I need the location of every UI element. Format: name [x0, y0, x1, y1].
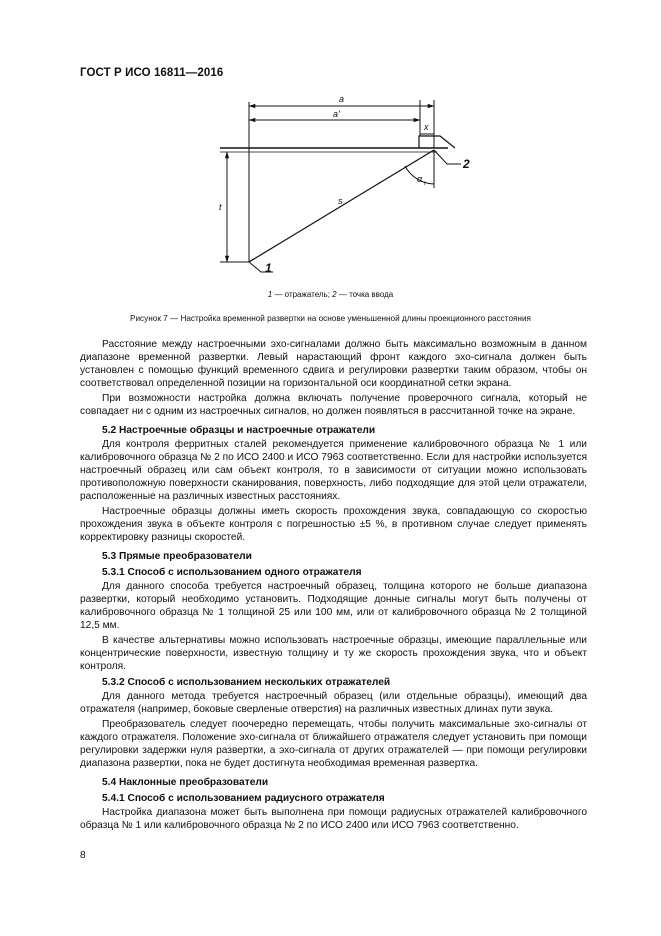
paragraph: Преобразователь следует поочередно перемещать, чтобы получить максимальные эхо-сигналы от каждого отражателя. Положение эхо-сигнала от ближайшего отражателя следует установить при помощи регулировки задержки нуля развертки, а эхо-сигнала от других отражателей — при помощи регулировки диапазона развертки, пока не будет достигнута необходимая временная развертка.	[80, 719, 587, 769]
probe-wedge	[419, 136, 455, 148]
leader-2	[434, 150, 461, 164]
subsection-heading-5-3-1: 5.3.1 Способ с использованием одного отражателя	[102, 567, 362, 578]
paragraph: Для контроля ферритных сталей рекомендуется применение калибровочного образца № 1 или калибровочного образца № 2 по ИСО 2400 и ИСО 7963 соответственно. Если для настройки используется настроечный образец или сам объект контроля, то в зависимости от ситуации можно использовать противоположную поверхности сканирования, поверхность, либо подходящие для этой цели отражатели, расположенные на различных известных расстояниях.	[80, 439, 587, 502]
subsection-heading-5-3-2: 5.3.2 Способ с использованием нескольких отражателей	[102, 677, 391, 688]
section-heading-5-2: 5.2 Настроечные образцы и настроечные отражатели	[102, 425, 376, 436]
label-t: t	[219, 202, 222, 212]
label-a: a	[339, 94, 345, 104]
label-s: s	[338, 196, 343, 206]
marker-1: 1	[265, 261, 272, 275]
legend-number-2: 2	[332, 290, 337, 299]
label-alpha-sub: r	[424, 181, 426, 187]
paragraph: В качестве альтернативы можно использовать настроечные образцы, имеющие параллельные или концентрические поверхности, известную толщину и ту же скорость прохождения звука, что и объект контроля.	[80, 635, 587, 672]
subsection-heading-5-4-1: 5.4.1 Способ с использованием радиусного отражателя	[102, 793, 385, 804]
figure-legend	[0, 290, 661, 299]
marker-2: 2	[463, 157, 470, 171]
paragraph: Для данного способа требуется настроечный образец, толщина которого не больше диапазона развертки, который необходимо установить. Подходящие донные сигналы могут быть получены от калибровочного образца № 1 толщиной 25 или 100 мм, или от калибровочного образца № 2 толщиной 12,5 мм.	[80, 581, 587, 631]
figure-7-diagram	[205, 92, 485, 282]
paragraph: Настройка диапазона может быть выполнена при помощи радиусных отражателей калибровочного образца № 1 или калибровочного образца № 2 по ИСО 2400 или ИСО 7963 соответственно.	[80, 807, 587, 831]
document-header: ГОСТ Р ИСО 16811—2016	[80, 67, 224, 79]
paragraph: Настроечные образцы должны иметь скорость прохождения звука, совпадающую со скоростью прохождения звука в объекте контроля с погрешностью ±5 %, в противном случае следует применять корректировку разницы скоростей.	[80, 506, 587, 543]
paragraph: Расстояние между настроечными эхо-сигналами должно быть максимально возможным в данном диапазоне временной развертки. Левый нарастающий фронт каждого эхо-сигнала должен быть установлен с помощью функций временного сдвига и регулировки развертки таким образом, чтобы он соответствовал определенной позиции на горизонтальной оси координатной сетки экрана.	[80, 339, 587, 389]
sound-path-s	[249, 150, 434, 262]
paragraph: При возможности настройка должна включать получение проверочного сигнала, который не совпадает ни с одним из настроечных сигналов, но должен появляться в рассчитанной точке на экране.	[80, 393, 587, 417]
legend-text-2: — точка ввода	[336, 290, 394, 299]
section-heading-5-3: 5.3 Прямые преобразователи	[102, 551, 252, 562]
label-x: x	[424, 122, 429, 132]
figure-caption: Рисунок 7 — Настройка временной развертки на основе уменьшенной длины проекционного расстояния	[130, 314, 531, 323]
legend-number-1: 1	[267, 290, 273, 299]
section-heading-5-4: 5.4 Наклонные преобразователи	[102, 777, 269, 788]
document-body	[80, 338, 587, 834]
paragraph: Для данного метода требуется настроечный образец (или отдельные образцы), имеющий два отражателя (например, боковые сверленые отверстия) на различных известных длинах пути звука.	[80, 691, 587, 715]
label-a-prime: a'	[333, 109, 340, 119]
label-alpha: α	[417, 174, 423, 184]
page-number: 8	[80, 850, 86, 861]
legend-text-1: — отражатель;	[272, 290, 333, 299]
